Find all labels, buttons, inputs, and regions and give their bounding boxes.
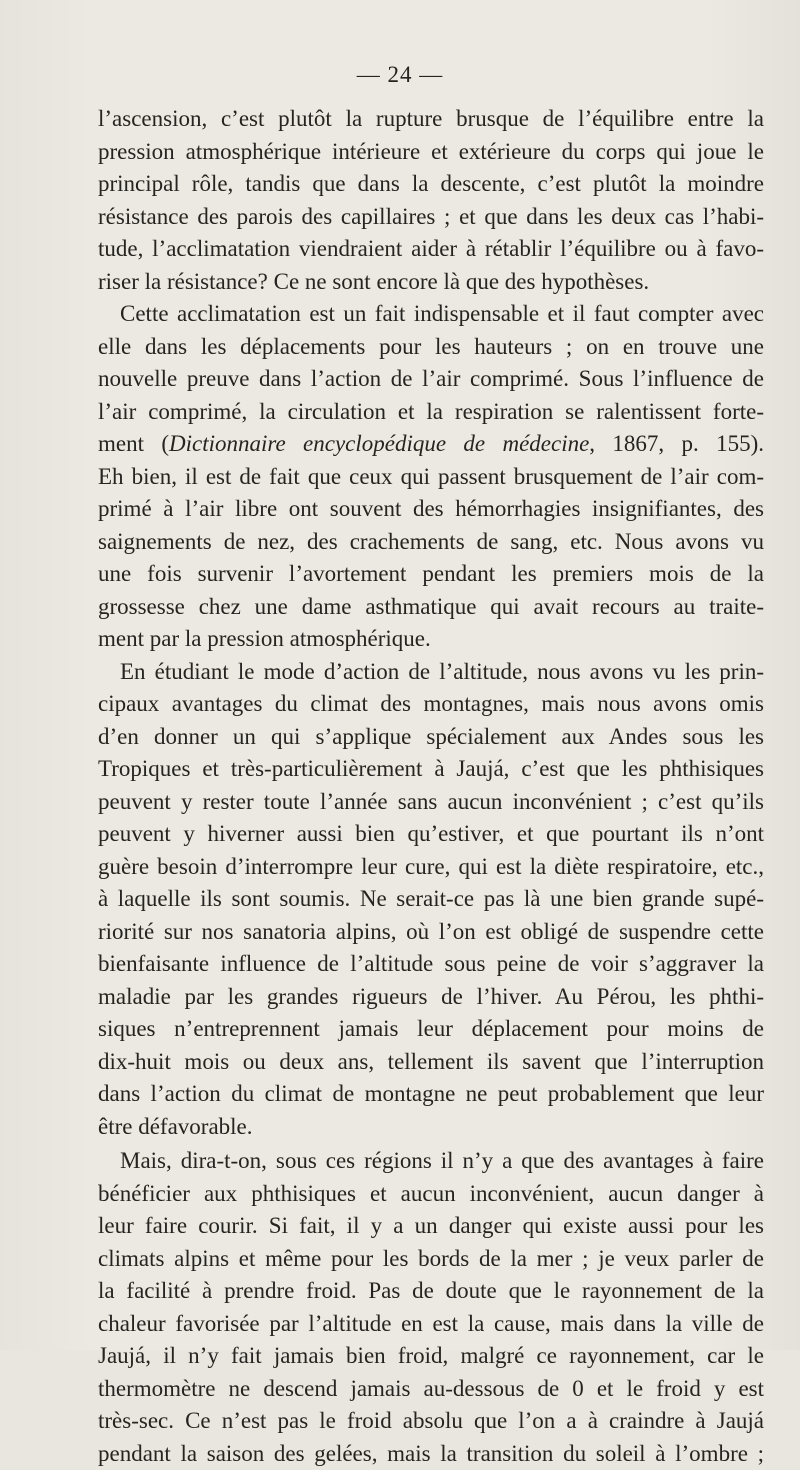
text-line: chaleur favorisée par l’altitude en est la cause, mais dans la ville de [98,1308,764,1341]
text-line: siques n’entreprennent jamais leur déplacement pour moins de [98,1013,764,1046]
text-line: bénéficier aux phthisiques et aucun inconvénient, aucun danger à [98,1178,764,1211]
paragraph [98,656,764,1144]
text-line: bienfaisante influence de l’altitude sous peine de voir s’aggraver la [98,948,764,981]
text-line: nouvelle preuve dans l’action de l’air comprimé. Sous l’influence de [98,363,764,396]
text-line: l’air comprimé, la circulation et la respiration se ralentissent forte- [98,396,764,429]
paragraph [98,298,764,656]
text-line: Tropiques et très-particulièrement à Jaujá, c’est que les phthisiques [98,753,764,786]
text-line: tude, l’acclimatation viendraient aider à rétablir l’équilibre ou à favo- [98,233,764,266]
paragraph [98,103,764,298]
text-line: leur faire courir. Si fait, il y a un danger qui existe aussi pour les [98,1210,764,1243]
text-line: maladie par les grandes rigueurs de l’hiver. Au Pérou, les phthi- [98,981,764,1014]
text-line: climats alpins et même pour les bords de la mer ; je veux parler de [98,1243,764,1276]
text-line: la facilité à prendre froid. Pas de doute que le rayonnement de la [98,1275,764,1308]
text-line: riser la résistance? Ce ne sont encore là que des hypothèses. [98,266,764,299]
text-line: Cette acclimatation est un fait indispensable et il faut compter avec [98,298,764,331]
text-line: elle dans les déplacements pour les hauteurs ; on en trouve une [98,331,764,364]
text-line: peuvent y hiverner aussi bien qu’estiver, et que pourtant ils n’ont [98,818,764,851]
text-line: pression atmosphérique intérieure et extérieure du corps qui joue le [98,136,764,169]
text-line: guère besoin d’interrompre leur cure, qui est la diète respiratoire, etc., [98,851,764,884]
text-line: être défavorable. [98,1111,764,1144]
text-line: très-sec. Ce n’est pas le froid absolu que l’on a à craindre à Jaujá [98,1405,764,1438]
text-line: riorité sur nos sanatoria alpins, où l’on est obligé de suspendre cette [98,916,764,949]
text-line: cipaux avantages du climat des montagnes, mais nous avons omis [98,688,764,721]
text-line: d’en donner un qui s’applique spécialement aux Andes sous les [98,721,764,754]
text-line: saignements de nez, des crachements de sang, etc. Nous avons vu [98,526,764,559]
text-line: grossesse chez une dame asthmatique qui avait recours au traite- [98,591,764,624]
text-line: Mais, dira-t-on, sous ces régions il n’y a que des avantages à faire [98,1145,764,1178]
text-line: thermomètre ne descend jamais au-dessous de 0 et le froid y est [98,1373,764,1406]
text-line: peuvent y rester toute l’année sans aucun inconvénient ; c’est qu’ils [98,786,764,819]
text-line: pendant la saison des gelées, mais la transition du soleil à l’ombre ; [98,1438,764,1470]
text-line: dans l’action du climat de montagne ne peut probablement que leur [98,1078,764,1111]
body-text [98,103,764,1470]
text-line: résistance des parois des capillaires ; et que dans les deux cas l’habi- [98,201,764,234]
text-line: Jaujá, il n’y fait jamais bien froid, malgré ce rayonnement, car le [98,1340,764,1373]
text-line: En étudiant le mode d’action de l’altitude, nous avons vu les prin- [98,656,764,689]
text-line: à laquelle ils sont soumis. Ne serait-ce pas là une bien grande supé- [98,883,764,916]
paragraph [98,1145,764,1470]
text-line: Eh bien, il est de fait que ceux qui passent brusquement de l’air com- [98,461,764,494]
text-line: l’ascension, c’est plutôt la rupture brusque de l’équilibre entre la [98,103,764,136]
text-line: principal rôle, tandis que dans la descente, c’est plutôt la moindre [98,168,764,201]
text-line: dix-huit mois ou deux ans, tellement ils savent que l’interruption [98,1046,764,1079]
text-line: ment (Dictionnaire encyclopédique de médecine, 1867, p. 155). [98,428,764,461]
page-number: — 24 — [0,62,800,88]
text-line: ment par la pression atmosphérique. [98,623,764,656]
text-line: primé à l’air libre ont souvent des hémorrhagies insignifiantes, des [98,493,764,526]
text-line: une fois survenir l’avortement pendant les premiers mois de la [98,558,764,591]
